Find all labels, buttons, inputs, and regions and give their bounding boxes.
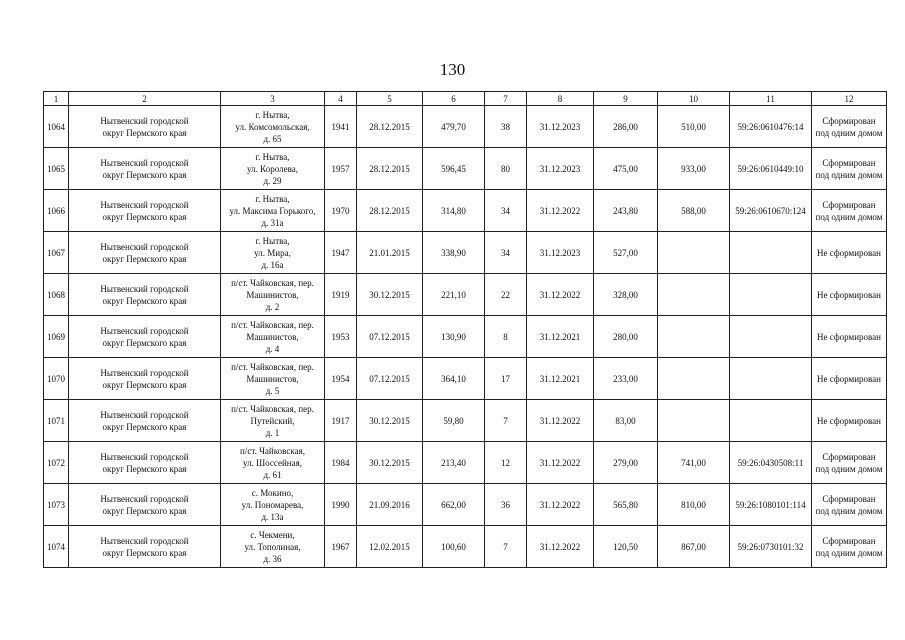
- deadline-date: 31.12.2022: [527, 400, 594, 442]
- deadline-date: 31.12.2023: [527, 148, 594, 190]
- record-number: 1069: [44, 316, 69, 358]
- land-status-cell: [812, 190, 887, 232]
- address-line-2: ул. Максима Горького,: [229, 205, 316, 216]
- cadastral-number: 59:26:0610476:14: [730, 106, 812, 148]
- date-cell: 21.09.2016: [357, 484, 423, 526]
- status-line-1: Сформирован: [822, 199, 876, 210]
- value-cell: 243,80: [594, 190, 658, 232]
- residents-count: 34: [485, 232, 527, 274]
- land-status-cell: [812, 358, 887, 400]
- header-cell: 3: [221, 92, 325, 106]
- municipality-cell: [69, 316, 221, 358]
- municipality-cell: [69, 484, 221, 526]
- deadline-date: 31.12.2022: [527, 274, 594, 316]
- status-line-2: под одним домом: [815, 169, 883, 180]
- land-area-cell: 867,00: [658, 526, 730, 568]
- year-built: 1917: [325, 400, 357, 442]
- municipality-cell: [69, 232, 221, 274]
- record-number: 1068: [44, 274, 69, 316]
- deadline-date: 31.12.2022: [527, 526, 594, 568]
- address-line-3: д. 2: [265, 301, 280, 312]
- address-line-1: г. Нытва,: [255, 235, 290, 246]
- address-line-3: д. 29: [263, 175, 282, 186]
- header-cell: 10: [658, 92, 730, 106]
- header-cell: 4: [325, 92, 357, 106]
- header-cell: 1: [44, 92, 69, 106]
- municipality-cell: [69, 274, 221, 316]
- address-line-3: д. 5: [265, 385, 280, 396]
- header-cell: 9: [594, 92, 658, 106]
- year-built: 1990: [325, 484, 357, 526]
- record-number: 1072: [44, 442, 69, 484]
- address-line-2: Машинистов,: [246, 373, 299, 384]
- residents-count: 38: [485, 106, 527, 148]
- land-status-cell: [812, 106, 887, 148]
- date-cell: 30.12.2015: [357, 274, 423, 316]
- land-status-cell: [812, 148, 887, 190]
- value-cell: 279,00: [594, 442, 658, 484]
- land-status-cell: [812, 232, 887, 274]
- land-area-cell: 510,00: [658, 106, 730, 148]
- year-built: 1947: [325, 232, 357, 274]
- municipality-cell: [69, 190, 221, 232]
- address-line-2: ул. Тополиная,: [244, 541, 301, 552]
- record-number: 1066: [44, 190, 69, 232]
- municipality-cell: [69, 442, 221, 484]
- municipality-line-2: округ Пермского края: [102, 169, 187, 180]
- table-row: [44, 232, 887, 274]
- municipality-line-2: округ Пермского края: [102, 253, 187, 264]
- address-cell: [221, 526, 325, 568]
- municipality-cell: [69, 526, 221, 568]
- address-line-2: ул. Шоссейная,: [242, 457, 302, 468]
- residents-count: 12: [485, 442, 527, 484]
- municipality-cell: [69, 400, 221, 442]
- value-cell: 328,00: [594, 274, 658, 316]
- record-number: 1065: [44, 148, 69, 190]
- municipality-line-2: округ Пермского края: [102, 547, 187, 558]
- municipality-line-1: Нытвенский городской: [100, 493, 189, 504]
- municipality-line-2: округ Пермского края: [102, 505, 187, 516]
- municipality-line-1: Нытвенский городской: [100, 325, 189, 336]
- address-cell: [221, 274, 325, 316]
- year-built: 1984: [325, 442, 357, 484]
- header-cell: 6: [423, 92, 485, 106]
- cadastral-number: [730, 232, 812, 274]
- table-row: [44, 148, 887, 190]
- cadastral-number: [730, 316, 812, 358]
- value-cell: 233,00: [594, 358, 658, 400]
- municipality-line-1: Нытвенский городской: [100, 199, 189, 210]
- cadastral-number: [730, 274, 812, 316]
- table-row: [44, 400, 887, 442]
- area-cell: 213,40: [423, 442, 485, 484]
- address-line-2: ул. Королева,: [247, 163, 298, 174]
- area-cell: 100,60: [423, 526, 485, 568]
- address-line-1: г. Нытва,: [255, 109, 290, 120]
- land-area-cell: 588,00: [658, 190, 730, 232]
- address-line-2: Машинистов,: [246, 331, 299, 342]
- year-built: 1957: [325, 148, 357, 190]
- address-cell: [221, 442, 325, 484]
- municipality-line-1: Нытвенский городской: [100, 409, 189, 420]
- value-cell: 527,00: [594, 232, 658, 274]
- record-number: 1064: [44, 106, 69, 148]
- municipality-line-1: Нытвенский городской: [100, 241, 189, 252]
- deadline-date: 31.12.2023: [527, 232, 594, 274]
- table-row: [44, 526, 887, 568]
- address-line-1: с. Чекмени,: [250, 529, 295, 540]
- table-body: [44, 92, 887, 568]
- cadastral-number: 59:26:0610670:124: [730, 190, 812, 232]
- cadastral-number: 59:26:0610449:10: [730, 148, 812, 190]
- municipality-line-1: Нытвенский городской: [100, 451, 189, 462]
- record-number: 1071: [44, 400, 69, 442]
- value-cell: 475,00: [594, 148, 658, 190]
- record-number: 1070: [44, 358, 69, 400]
- address-line-1: п/ст. Чайковская, пер.: [231, 319, 314, 330]
- land-area-cell: [658, 400, 730, 442]
- status-line-1: Сформирован: [822, 493, 876, 504]
- address-line-2: Путейский,: [250, 415, 295, 426]
- address-line-3: д. 16а: [261, 259, 284, 270]
- residents-count: 8: [485, 316, 527, 358]
- date-cell: 30.12.2015: [357, 442, 423, 484]
- residents-count: 80: [485, 148, 527, 190]
- deadline-date: 31.12.2021: [527, 358, 594, 400]
- address-line-1: п/ст. Чайковская, пер.: [231, 277, 314, 288]
- residents-count: 17: [485, 358, 527, 400]
- header-cell: 11: [730, 92, 812, 106]
- area-cell: 314,80: [423, 190, 485, 232]
- record-number: 1067: [44, 232, 69, 274]
- land-status-cell: [812, 400, 887, 442]
- address-cell: [221, 190, 325, 232]
- land-status-cell: [812, 442, 887, 484]
- residents-count: 7: [485, 400, 527, 442]
- land-status-cell: [812, 316, 887, 358]
- residents-count: 34: [485, 190, 527, 232]
- land-status-cell: [812, 274, 887, 316]
- municipality-cell: [69, 106, 221, 148]
- address-cell: [221, 400, 325, 442]
- land-status-cell: [812, 484, 887, 526]
- value-cell: 565,80: [594, 484, 658, 526]
- status-line-2: под одним домом: [815, 127, 883, 138]
- deadline-date: 31.12.2023: [527, 106, 594, 148]
- record-number: 1074: [44, 526, 69, 568]
- table-row: [44, 484, 887, 526]
- value-cell: 280,00: [594, 316, 658, 358]
- status-line-1: Не сформирован: [817, 247, 881, 258]
- year-built: 1941: [325, 106, 357, 148]
- address-line-1: г. Нытва,: [255, 151, 290, 162]
- cadastral-number: 59:26:0730101:32: [730, 526, 812, 568]
- area-cell: 59,80: [423, 400, 485, 442]
- table-row: [44, 316, 887, 358]
- value-cell: 286,00: [594, 106, 658, 148]
- address-cell: [221, 358, 325, 400]
- status-line-1: Не сформирован: [817, 373, 881, 384]
- address-line-1: п/ст. Чайковская,: [240, 445, 305, 456]
- address-line-1: п/ст. Чайковская, пер.: [231, 403, 314, 414]
- table-row: [44, 442, 887, 484]
- status-line-2: под одним домом: [815, 211, 883, 222]
- land-area-cell: 741,00: [658, 442, 730, 484]
- residents-count: 7: [485, 526, 527, 568]
- municipality-line-2: округ Пермского края: [102, 127, 187, 138]
- year-built: 1919: [325, 274, 357, 316]
- date-cell: 12.02.2015: [357, 526, 423, 568]
- area-cell: 130,90: [423, 316, 485, 358]
- address-line-3: д. 31а: [261, 217, 284, 228]
- deadline-date: 31.12.2022: [527, 190, 594, 232]
- status-line-1: Сформирован: [822, 157, 876, 168]
- address-line-3: д. 65: [263, 133, 282, 144]
- land-area-cell: [658, 316, 730, 358]
- address-line-1: п/ст. Чайковская, пер.: [231, 361, 314, 372]
- area-cell: 596,45: [423, 148, 485, 190]
- address-cell: [221, 232, 325, 274]
- table-row: [44, 190, 887, 232]
- address-line-2: ул. Мира,: [254, 247, 291, 258]
- year-built: 1967: [325, 526, 357, 568]
- residents-count: 22: [485, 274, 527, 316]
- status-line-1: Не сформирован: [817, 331, 881, 342]
- municipality-cell: [69, 358, 221, 400]
- land-area-cell: [658, 274, 730, 316]
- area-cell: 338,90: [423, 232, 485, 274]
- status-line-1: Сформирован: [822, 535, 876, 546]
- cadastral-number: [730, 400, 812, 442]
- area-cell: 662,00: [423, 484, 485, 526]
- address-line-3: д. 61: [263, 469, 282, 480]
- address-line-2: ул. Пономарева,: [241, 499, 304, 510]
- header-cell: 2: [69, 92, 221, 106]
- address-cell: [221, 106, 325, 148]
- land-area-cell: [658, 358, 730, 400]
- municipality-line-1: Нытвенский городской: [100, 367, 189, 378]
- year-built: 1953: [325, 316, 357, 358]
- municipality-line-2: округ Пермского края: [102, 211, 187, 222]
- municipality-line-1: Нытвенский городской: [100, 157, 189, 168]
- land-area-cell: [658, 232, 730, 274]
- deadline-date: 31.12.2022: [527, 484, 594, 526]
- address-line-3: д. 4: [265, 343, 280, 354]
- date-cell: 21.01.2015: [357, 232, 423, 274]
- area-cell: 364,10: [423, 358, 485, 400]
- address-cell: [221, 148, 325, 190]
- year-built: 1954: [325, 358, 357, 400]
- date-cell: 28.12.2015: [357, 148, 423, 190]
- deadline-date: 31.12.2021: [527, 316, 594, 358]
- header-cell: 7: [485, 92, 527, 106]
- status-line-2: под одним домом: [815, 463, 883, 474]
- municipality-line-2: округ Пермского края: [102, 379, 187, 390]
- status-line-1: Не сформирован: [817, 415, 881, 426]
- date-cell: 07.12.2015: [357, 358, 423, 400]
- value-cell: 83,00: [594, 400, 658, 442]
- address-line-3: д. 36: [263, 553, 282, 564]
- address-line-3: д. 1: [265, 427, 280, 438]
- municipality-cell: [69, 148, 221, 190]
- municipality-line-1: Нытвенский городской: [100, 283, 189, 294]
- page-number: 130: [439, 60, 466, 79]
- date-cell: 30.12.2015: [357, 400, 423, 442]
- cadastral-number: 59:26:1080101:114: [730, 484, 812, 526]
- date-cell: 28.12.2015: [357, 190, 423, 232]
- municipality-line-2: округ Пермского края: [102, 463, 187, 474]
- status-line-2: под одним домом: [815, 547, 883, 558]
- status-line-1: Сформирован: [822, 451, 876, 462]
- header-cell: 12: [812, 92, 887, 106]
- table-row: [44, 106, 887, 148]
- table-row: [44, 358, 887, 400]
- cadastral-number: 59:26:0430508:11: [730, 442, 812, 484]
- status-line-1: Сформирован: [822, 115, 876, 126]
- value-cell: 120,50: [594, 526, 658, 568]
- column-number-row: [44, 92, 887, 106]
- header-cell: 8: [527, 92, 594, 106]
- address-cell: [221, 316, 325, 358]
- municipality-line-2: округ Пермского края: [102, 295, 187, 306]
- table-row: [44, 274, 887, 316]
- municipality-line-1: Нытвенский городской: [100, 535, 189, 546]
- housing-register-table: [43, 91, 887, 568]
- address-line-1: г. Нытва,: [255, 193, 290, 204]
- land-area-cell: 933,00: [658, 148, 730, 190]
- address-line-3: д. 13а: [261, 511, 284, 522]
- deadline-date: 31.12.2022: [527, 442, 594, 484]
- area-cell: 479,70: [423, 106, 485, 148]
- address-line-1: с. Мокино,: [251, 487, 294, 498]
- address-line-2: Машинистов,: [246, 289, 299, 300]
- municipality-line-1: Нытвенский городской: [100, 115, 189, 126]
- year-built: 1970: [325, 190, 357, 232]
- land-status-cell: [812, 526, 887, 568]
- land-area-cell: 810,00: [658, 484, 730, 526]
- cadastral-number: [730, 358, 812, 400]
- status-line-2: под одним домом: [815, 505, 883, 516]
- residents-count: 36: [485, 484, 527, 526]
- municipality-line-2: округ Пермского края: [102, 421, 187, 432]
- date-cell: 28.12.2015: [357, 106, 423, 148]
- municipality-line-2: округ Пермского края: [102, 337, 187, 348]
- area-cell: 221,10: [423, 274, 485, 316]
- date-cell: 07.12.2015: [357, 316, 423, 358]
- status-line-1: Не сформирован: [817, 289, 881, 300]
- address-cell: [221, 484, 325, 526]
- address-line-2: ул. Комсомольская,: [235, 121, 310, 132]
- record-number: 1073: [44, 484, 69, 526]
- header-cell: 5: [357, 92, 423, 106]
